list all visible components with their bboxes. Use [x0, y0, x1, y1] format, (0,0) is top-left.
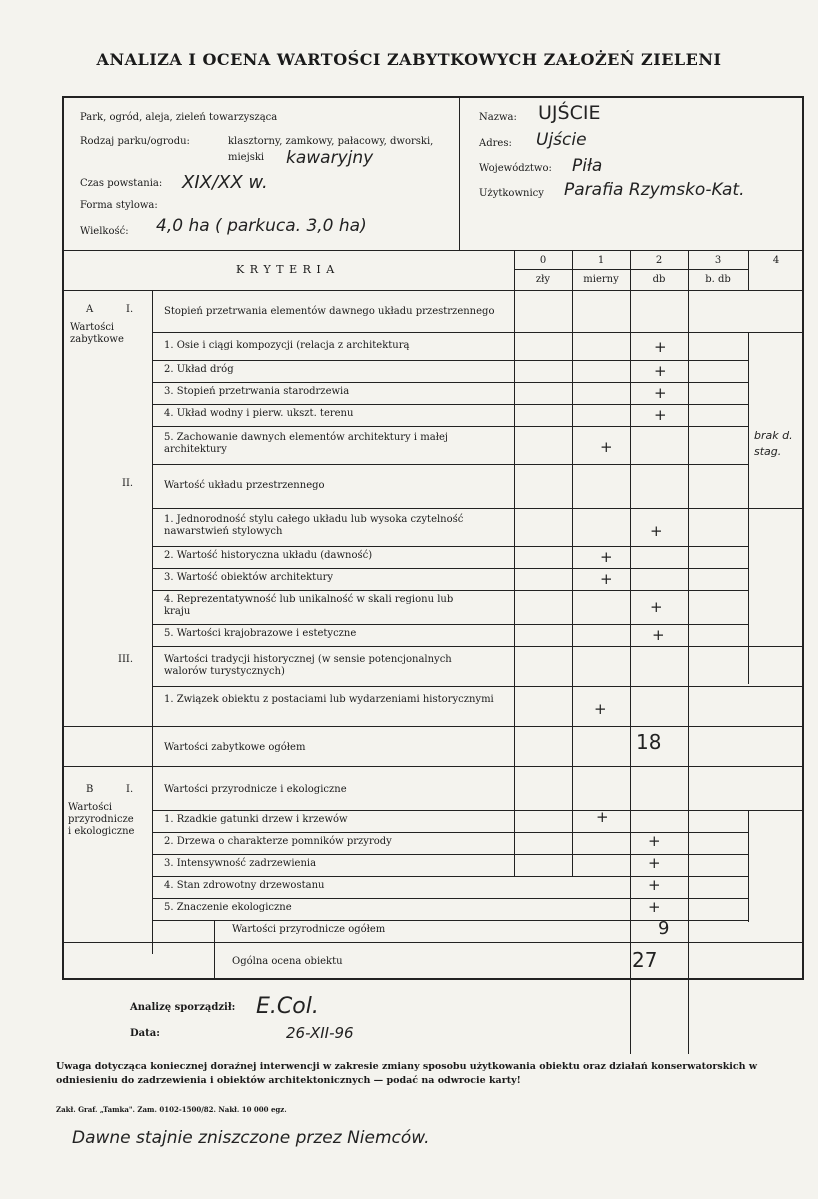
criteria-col-line — [514, 250, 515, 876]
plus-mark: + — [648, 876, 661, 894]
plus-mark: + — [594, 700, 607, 718]
woj-value: Piła — [572, 156, 603, 176]
criteria-col-line — [630, 250, 631, 1054]
section-a-letter: A — [86, 304, 94, 315]
col-3-4-line — [748, 332, 749, 684]
criteria-col-line — [572, 250, 573, 876]
form-frame — [62, 96, 804, 980]
header-divider — [459, 98, 460, 250]
date-value: 26-XII-96 — [286, 1024, 354, 1042]
b-g1-title: Wartości przyrodnicze i ekologiczne — [164, 784, 347, 795]
scale-word-1: mierny — [583, 274, 619, 285]
a-g3-item-1: 1. Związek obiektu z postaciami lub wydarzeniami historycznymi — [164, 694, 494, 705]
woj-label: Województwo: — [479, 163, 552, 174]
row-line — [152, 426, 748, 427]
prepared-signature: E.Col. — [256, 994, 319, 1019]
plus-mark: + — [654, 384, 667, 402]
nazwa-value: UJŚCIE — [538, 102, 601, 124]
scale-2: 2 — [655, 255, 663, 266]
b-g1-item-5: 5. Znaczenie ekologiczne — [164, 902, 292, 913]
row-line — [152, 508, 804, 509]
section-a-name: Wartości zabytkowe — [70, 322, 124, 345]
a-g2-item-3: 3. Wartość obiektów architektury — [164, 572, 334, 583]
a-g1-item-5: 5. Zachowanie dawnych elementów architektury i małej architektury — [164, 432, 448, 455]
b-g1-item-1: 1. Rzadkie gatunki drzew i krzewów — [164, 814, 348, 825]
row-line — [152, 360, 748, 361]
row-line — [152, 590, 748, 591]
park-type-line: Park, ogród, aleja, zieleń towarzysząca — [80, 112, 278, 123]
a-g2-item-4: 4. Reprezentatywność lub unikalność w skali regionu lub kraju — [164, 594, 454, 617]
a-g1-item-2: 2. Układ dróg — [164, 364, 234, 375]
czas-label: Czas powstania: — [80, 178, 163, 189]
rodzaj-options: klasztorny, zamkowy, pałacowy, dworski, — [228, 136, 434, 147]
adres-label: Adres: — [479, 138, 512, 149]
plus-mark: + — [654, 338, 667, 356]
plus-mark: + — [654, 362, 667, 380]
plus-mark: + — [650, 598, 663, 616]
criteria-col-line — [688, 250, 689, 1054]
a-g2-item-2: 2. Wartość historyczna układu (dawność) — [164, 550, 373, 561]
rodzaj-label: Rodzaj parku/ogrodu: — [80, 136, 190, 147]
a-total-value: 18 — [636, 730, 662, 754]
scale-word-2: db — [652, 274, 666, 285]
section-b-roman1: I. — [126, 784, 134, 795]
col-3-4-line — [748, 810, 749, 922]
wielkosc-label: Wielkość: — [80, 226, 129, 237]
b-total-label: Wartości przyrodnicze ogółem — [232, 924, 386, 935]
scale-3: 3 — [714, 255, 722, 266]
overall-value: 27 — [632, 948, 658, 972]
a-g2-item-1: 1. Jednorodność stylu całego układu lub wysoka czytelność nawarstwień stylowych — [164, 514, 464, 537]
b-g1-item-3: 3. Intensywność zadrzewienia — [164, 858, 317, 869]
prepared-label: Analizę sporządził: — [130, 1002, 236, 1013]
row-line — [152, 332, 804, 333]
row-line — [152, 726, 804, 727]
adres-value: Ujście — [536, 130, 587, 150]
wielkosc-value: 4,0 ha ( parkuca. 3,0 ha) — [156, 216, 367, 236]
plus-mark: + — [648, 898, 661, 916]
section-b-letter: B — [86, 784, 94, 795]
section-a-bottom-line — [64, 726, 152, 727]
forma-label: Forma stylowa: — [80, 200, 158, 211]
b-g1-item-2: 2. Drzewa o charakterze pomników przyrody — [164, 836, 392, 847]
criteria-bottom-line — [64, 290, 804, 291]
a-total-label: Wartości zabytkowe ogółem — [164, 742, 306, 753]
section-a-roman3: III. — [118, 654, 134, 665]
row-line — [152, 404, 748, 405]
criteria-label: K R Y T E R I A — [236, 263, 336, 276]
a-g1-item-1: 1. Osie i ciągi kompozycji (relacja z architekturą — [164, 340, 410, 351]
nazwa-label: Nazwa: — [479, 112, 517, 123]
section-b-top-line — [64, 766, 804, 767]
a-g1-item-4: 4. Układ wodny i pierw. ukszt. terenu — [164, 408, 354, 419]
plus-mark: + — [654, 406, 667, 424]
uzytk-label: Użytkownicy — [479, 188, 544, 199]
b-g1-item-4: 4. Stan zdrowotny drzewostanu — [164, 880, 325, 891]
a-g1-title: Stopień przetrwania elementów dawnego układu przestrzennego — [164, 306, 495, 317]
plus-mark: + — [648, 854, 661, 872]
rodzaj-options2: miejski — [228, 152, 265, 163]
scale-word-3: b. db — [705, 274, 731, 285]
form-title: ANALIZA I OCENA WARTOŚCI ZABYTKOWYCH ZAŁOŻEŃ ZIELENI — [96, 50, 722, 69]
row-line — [152, 464, 748, 465]
plus-mark: + — [650, 522, 663, 540]
a-g1-item-3: 3. Stopień przetrwania starodrzewia — [164, 386, 350, 397]
plus-mark: + — [600, 438, 613, 456]
rodzaj-value: kawaryjny — [286, 148, 374, 168]
scale-word-0: zły — [535, 274, 551, 285]
handwritten-note: Dawne stajnie zniszczone przez Niemców. — [72, 1128, 430, 1148]
b-total-value: 9 — [658, 918, 670, 939]
intervention-note: Uwaga dotycząca koniecznej doraźnej interwencji w zakresie zmiany sposobu użytkowania obiektu oraz działań konserwatorskich w odniesieniu do zadrzewienia i obiektów architektonicznych — podać na odwrocie karty! — [56, 1061, 758, 1086]
row-line — [152, 646, 804, 647]
col-3-4-line — [688, 726, 689, 766]
uzytk-value: Parafia Rzymsko-Kat. — [564, 180, 745, 200]
a-g2-item-5: 5. Wartości krajobrazowe i estetyczne — [164, 628, 357, 639]
plus-mark: + — [600, 548, 613, 566]
plus-mark: + — [596, 808, 609, 826]
czas-value: XIX/XX w. — [182, 172, 268, 193]
col4-note: brak d. stag. — [754, 429, 793, 458]
row-line — [152, 568, 748, 569]
section-a-roman1: I. — [126, 304, 134, 315]
row-line — [152, 546, 748, 547]
row-line — [152, 810, 804, 811]
form-bottom-line — [64, 942, 214, 943]
print-info: Zakł. Graf. „Tamka". Zam. 0102-1500/82. Nakł. 10 000 egz. — [56, 1105, 287, 1114]
overall-left-line — [214, 920, 215, 980]
section-b-name: Wartości przyrodnicze i ekologiczne — [68, 802, 135, 837]
plus-mark: + — [600, 570, 613, 588]
scale-4: 4 — [772, 255, 780, 266]
a-g2-title: Wartość układu przestrzennego — [164, 480, 325, 491]
row-line — [214, 942, 804, 943]
date-label: Data: — [130, 1028, 160, 1039]
row-line — [152, 382, 748, 383]
header-bottom-line — [64, 250, 804, 251]
row-line — [152, 686, 804, 687]
scale-0: 0 — [539, 255, 547, 266]
a-g3-title: Wartości tradycji historycznej (w sensie potencjonalnych walorów turystycznych) — [164, 654, 452, 677]
plus-mark: + — [652, 626, 665, 644]
overall-label: Ogólna ocena obiektu — [232, 956, 343, 967]
row-line — [152, 624, 748, 625]
plus-mark: + — [648, 832, 661, 850]
scale-1: 1 — [597, 255, 605, 266]
criteria-mid-line — [514, 269, 748, 270]
section-a-roman2: II. — [122, 478, 134, 489]
